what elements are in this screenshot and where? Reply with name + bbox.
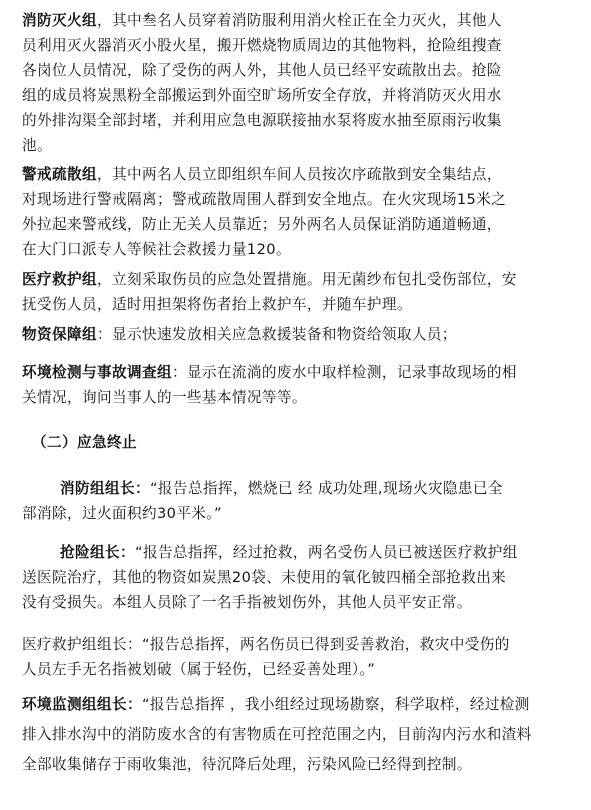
team-label: 物资保障组 xyxy=(22,326,97,343)
text-line: 送医院治疗，其他的物资如炭黑20袋、未使用的氧化铍四桶全部抢救出来 xyxy=(22,569,507,586)
text-segment: ：显示在流淌的废水中取样检测，记录事故现场的相 xyxy=(171,364,517,381)
paragraph-fire-fighting-team xyxy=(22,8,572,158)
team-label: 消防灭火组 xyxy=(22,12,97,29)
speaker-label: 抢险组长： xyxy=(60,544,135,561)
team-label: 警戒疏散组 xyxy=(22,166,97,183)
text-line xyxy=(22,360,572,385)
text-line: 关情况，询问当事人的一些基本情况等等。 xyxy=(22,389,307,406)
text-line: 员利用灭火器消灭小股火星，搬开燃烧物质周边的其他物料，抢险组搜查 xyxy=(22,37,502,54)
text-segment: “报告总指挥，燃烧已 经 成功处理,现场火灾隐患已全 xyxy=(149,480,503,497)
speaker-label: 环境监测组组长： xyxy=(22,696,142,713)
text-line: 没有受损失。本组人员除了一名手指被划伤外，其他人员平安正常。 xyxy=(22,594,472,611)
text-segment: ，其中两名人员立即组织车间人员按次序疏散到安全集结点， xyxy=(96,166,502,183)
text-line xyxy=(22,162,572,187)
text-segment: “报告总指挥 ，我小组经过现场勘察，科学取样，经过检测 xyxy=(141,696,530,713)
text-line: 池。 xyxy=(22,137,52,154)
section-title: （二）应急终止 xyxy=(32,434,137,451)
team-label: 环境检测与事故调查组 xyxy=(22,364,172,381)
paragraph-supplies-team xyxy=(22,322,572,347)
text-line: 排入排水沟中的消防废水含的有害物质在可控范围之内，目前沟内污水和渣料 xyxy=(22,726,532,743)
text-line: 的外排沟渠全部封堵，并利用应急电源联接抽水泵将废水抽至原雨污收集 xyxy=(22,112,502,129)
text-line xyxy=(22,690,572,720)
text-line: 部消除，过火面积约30平米。” xyxy=(22,505,222,522)
text-line xyxy=(22,267,572,292)
text-line xyxy=(22,8,572,33)
paragraph-cordon-evacuation-team xyxy=(22,162,572,262)
text-line: 在大门口派专人等候社会救援力量120。 xyxy=(22,241,291,258)
text-line: 抚受伤人员，适时用担架将伤者抬上救护车，并随车护理。 xyxy=(22,296,412,313)
text-line: 对现场进行警戒隔离；警戒疏散周围人群到安全地点。在火灾现场15米之 xyxy=(22,191,507,208)
paragraph-medical-team-leader-report xyxy=(22,632,572,682)
text-segment: ：显示快速发放相关应急救援装备和物资给领取人员； xyxy=(96,326,457,343)
text-segment: “报告总指挥，经过抢救，两名受伤人员已被送医疗救护组 xyxy=(134,544,518,561)
text-line xyxy=(22,540,572,565)
text-line: 人员左手无名指被划破（属于轻伤，已经妥善处理）。” xyxy=(22,661,376,678)
text-line: 外拉起来警戒线，防止无关人员靠近；另外两名人员保证消防通道畅通， xyxy=(22,216,502,233)
speaker-label: 消防组组长： xyxy=(60,480,150,497)
team-label: 医疗救护组 xyxy=(22,271,97,288)
paragraph-environment-team-leader-report xyxy=(22,690,572,780)
text-line xyxy=(22,476,572,501)
text-segment: “报告总指挥，两名伤员已得到妥善救治，救灾中受伤的 xyxy=(141,636,510,653)
paragraph-medical-rescue-team xyxy=(22,267,572,317)
paragraph-fire-team-leader-report xyxy=(22,476,572,526)
text-segment: ，立刻采取伤员的应急处置措施。用无菌纱布包扎受伤部位，安 xyxy=(96,271,517,288)
text-line: 组的成员将炭黑粉全部搬运到外面空旷场所安全存放，并将消防灭火用水 xyxy=(22,87,502,104)
text-line: 全部收集储存于雨收集池，待沉降后处理，污染风险已经得到控制。 xyxy=(22,756,472,773)
paragraph-environment-investigation-team xyxy=(22,360,572,410)
text-line: 各岗位人员情况，除了受伤的两人外，其他人员已经平安疏散出去。抢险 xyxy=(22,62,502,79)
text-line xyxy=(22,632,572,657)
text-segment: ，其中叁名人员穿着消防服利用消火栓正在全力灭火，其他人 xyxy=(96,12,502,29)
text-line xyxy=(22,322,572,347)
paragraph-rescue-team-leader-report xyxy=(22,540,572,615)
speaker-label: 医疗救护组组长： xyxy=(22,636,142,653)
